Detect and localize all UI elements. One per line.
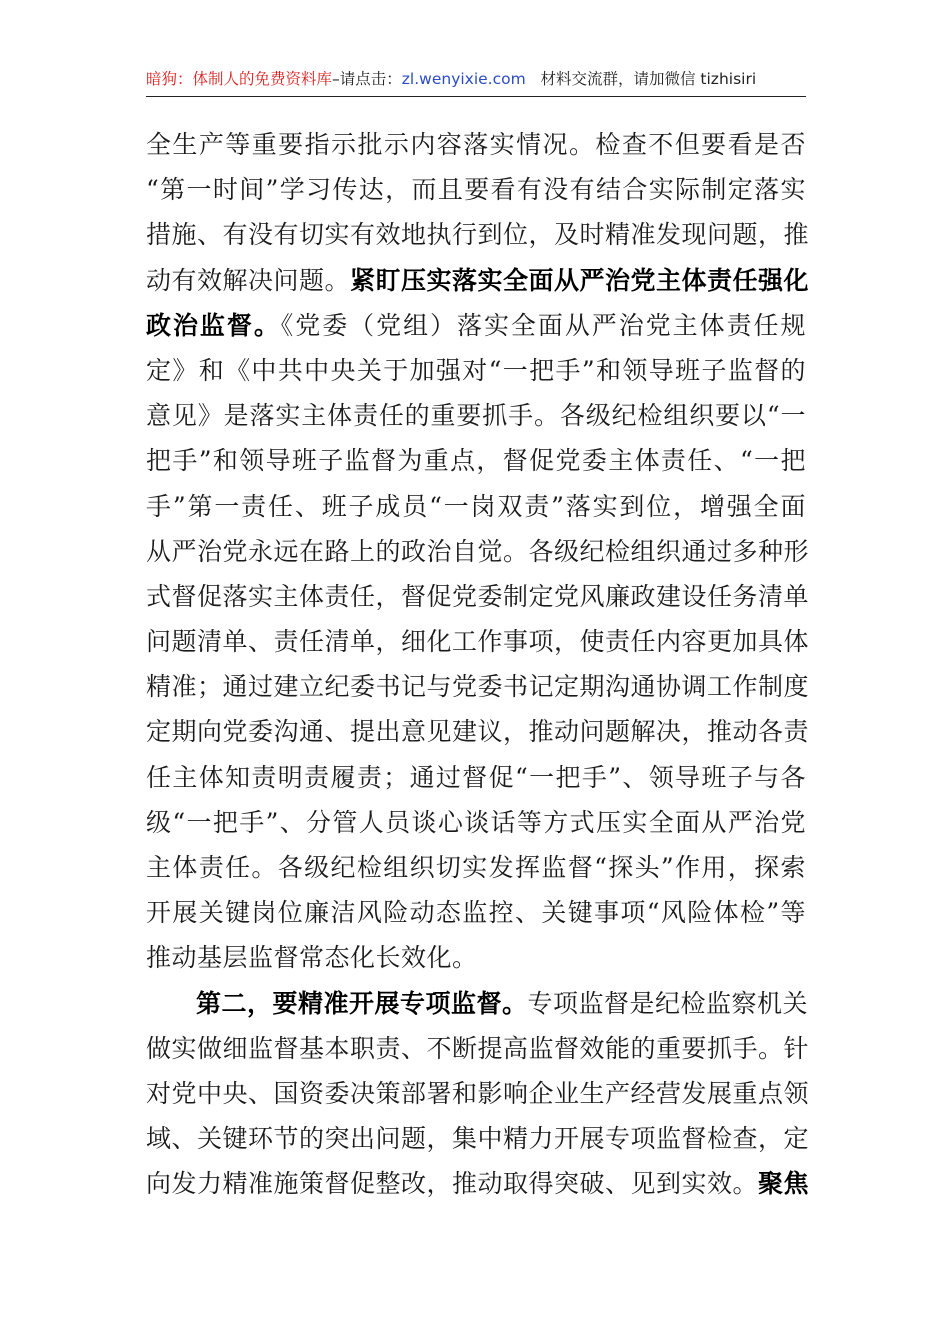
text-segment: 推动基层监督常态化长效化。	[146, 943, 478, 973]
text-line	[146, 619, 810, 664]
text-line	[146, 800, 806, 845]
bold-text-segment: 紧盯压实落实全面从严治党主体责任强化	[350, 265, 810, 295]
text-line	[146, 1026, 810, 1071]
text-line	[146, 890, 806, 935]
page-header	[146, 66, 806, 97]
text-segment: 专项监督是纪检监察机关	[527, 988, 809, 1018]
text-line	[146, 755, 806, 800]
text-line	[146, 935, 806, 980]
text-segment: 措施、有没有切实有效地执行到位，及时精准发现问题，推	[146, 220, 810, 250]
bold-text-segment: 第二，要精准开展专项监督。	[196, 988, 528, 1018]
text-segment: 开展关键岗位廉洁风险动态监控、关键事项“风险体检”等	[146, 898, 806, 928]
text-segment: 定》和《中共中央关于加强对“一把手”和领导班子监督的	[146, 355, 806, 385]
text-segment: 意见》是落实主体责任的重要抓手。各级纪检组织要以“一	[146, 401, 806, 431]
text-line	[146, 709, 810, 754]
text-line	[146, 438, 806, 483]
header-link[interactable]: zl.wenyixie.com	[401, 70, 526, 88]
text-segment: 对党中央、国资委决策部署和影响企业生产经营发展重点领	[146, 1078, 810, 1108]
text-line	[146, 393, 806, 438]
bold-text-segment: 聚焦	[758, 1169, 810, 1199]
text-segment: “第一时间”学习传达，而且要看有没有结合实际制定落实	[146, 175, 806, 205]
text-segment: 全生产等重要指示批示内容落实情况。检查不但要看是否	[146, 130, 806, 159]
text-segment: 域、关键环节的突出问题，集中精力开展专项监督检查，定	[146, 1124, 810, 1154]
header-click-prompt: –请点击：	[332, 70, 402, 88]
text-segment: 手”第一责任、班子成员“一岗双责”落实到位，增强全面	[146, 491, 806, 521]
text-line	[146, 574, 810, 619]
document-body	[146, 122, 810, 1207]
text-segment: 主体责任。各级纪检组织切实发挥监督“探头”作用，探索	[146, 853, 806, 882]
text-line	[146, 529, 810, 574]
bold-text-segment: 政治监督。	[146, 310, 281, 340]
text-line	[146, 122, 806, 167]
text-line	[146, 212, 810, 257]
text-segment: 任主体知责明责履责；通过督促“一把手”、领导班子与各	[146, 762, 806, 792]
header-wechat-note: 材料交流群，请加微信 tizhisiri	[540, 70, 757, 88]
text-segment: 精准；通过建立纪委书记与党委书记定期沟通协调工作制度	[146, 672, 810, 702]
text-segment: 定期向党委沟通、提出意见建议，推动问题解决，推动各责	[146, 717, 810, 747]
text-segment: 《党委（党组）落实全面从严治党主体责任规	[280, 310, 806, 340]
text-line	[146, 484, 806, 529]
text-line	[146, 348, 806, 393]
text-line	[146, 303, 806, 348]
text-line	[146, 664, 810, 709]
header-brand: 暗狗：体制人的免费资料库	[146, 70, 333, 88]
text-line	[146, 981, 809, 1026]
text-segment: 式督促落实主体责任，督促党委制定党风廉政建设任务清单	[146, 581, 810, 611]
text-segment: 从严治党永远在路上的政治自觉。各级纪检组织通过多种形	[146, 536, 810, 566]
text-segment: 做实做细监督基本职责、不断提高监督效能的重要抓手。针	[146, 1033, 810, 1063]
text-line	[146, 258, 810, 303]
text-segment: 动有效解决问题。	[146, 265, 351, 295]
text-line	[146, 1161, 810, 1206]
text-segment: 把手”和领导班子监督为重点，督促党委主体责任、“一把	[146, 446, 806, 476]
text-line	[146, 1071, 810, 1116]
text-line	[146, 167, 806, 212]
text-segment: 向发力精准施策督促整改，推动取得突破、见到实效。	[146, 1169, 759, 1199]
text-line	[146, 845, 806, 890]
text-segment: 级“一把手”、分管人员谈心谈话等方式压实全面从严治党	[146, 807, 806, 837]
text-segment: 问题清单、责任清单，细化工作事项，使责任内容更加具体	[146, 627, 810, 657]
text-line	[146, 1116, 810, 1161]
